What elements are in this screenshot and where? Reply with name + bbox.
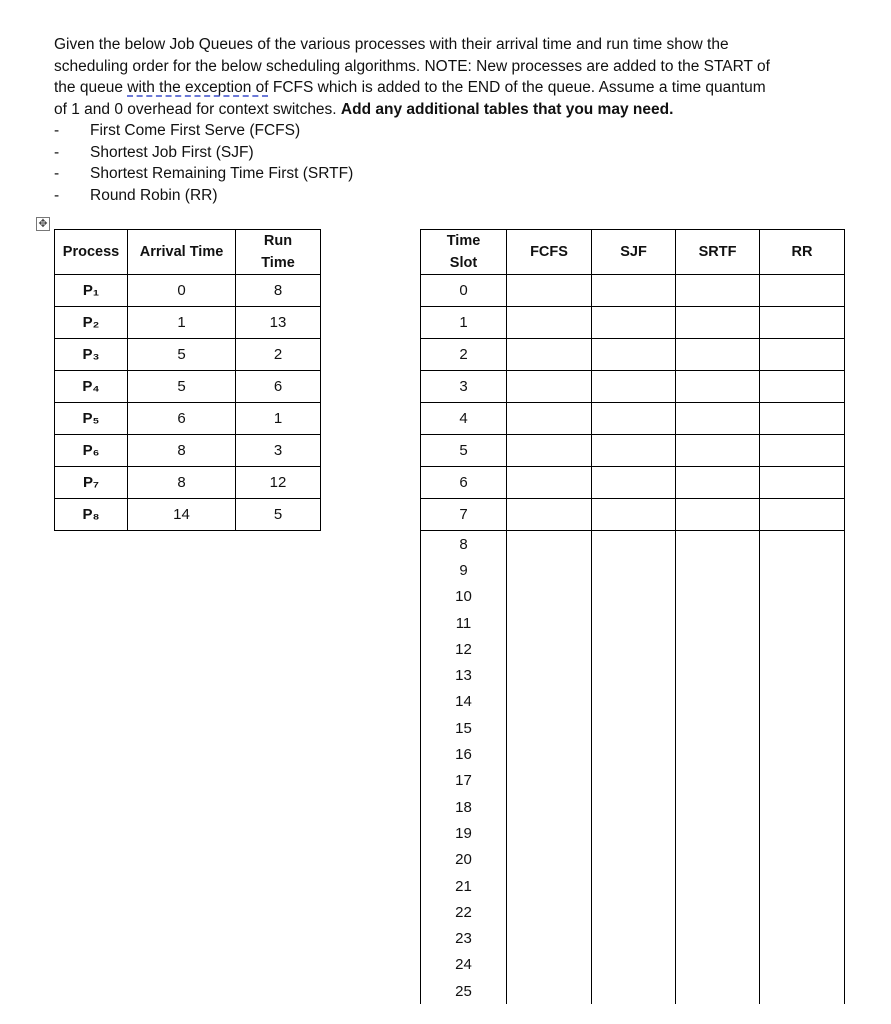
fcfs-cell[interactable] (507, 847, 592, 873)
fcfs-cell[interactable] (507, 794, 592, 820)
srtf-cell[interactable] (676, 689, 760, 715)
table-row (421, 978, 845, 1004)
time-slot-cell: 7 (421, 499, 507, 531)
instructions-line: Given the below Job Queues of the various processes with their arrival time and run time show the (54, 36, 729, 53)
table-row (421, 899, 845, 925)
table-header-row (55, 230, 321, 275)
sjf-cell[interactable] (592, 499, 676, 531)
rr-cell[interactable] (760, 307, 845, 339)
time-slot-cell: 1 (421, 307, 507, 339)
srtf-cell[interactable] (676, 584, 760, 610)
instructions-line: scheduling order for the below scheduling algorithms. NOTE: New processes are added to the START of (54, 57, 770, 75)
run-time-cell: 6 (236, 371, 321, 403)
run-time-cell: 3 (236, 435, 321, 467)
run-time-cell: 12 (236, 467, 321, 499)
rr-cell[interactable] (760, 467, 845, 499)
srtf-cell[interactable] (676, 794, 760, 820)
srtf-cell[interactable] (676, 952, 760, 978)
sjf-cell[interactable] (592, 557, 676, 583)
fcfs-cell[interactable] (507, 741, 592, 767)
srtf-cell[interactable] (676, 435, 760, 467)
table-header-row (421, 230, 845, 275)
arrival-cell: 5 (128, 371, 236, 403)
rr-cell[interactable] (760, 499, 845, 531)
rr-cell[interactable] (760, 662, 845, 688)
fcfs-cell[interactable] (507, 662, 592, 688)
header-rr: RR (760, 230, 845, 275)
time-slot-cell: 24 (421, 952, 507, 978)
fcfs-cell[interactable] (507, 339, 592, 371)
table-row (421, 403, 845, 435)
time-slot-cell: 19 (421, 820, 507, 846)
fcfs-cell[interactable] (507, 978, 592, 1004)
list-item: - Shortest Remaining Time First (SRTF) (54, 165, 354, 183)
time-slot-cell: 16 (421, 741, 507, 767)
sjf-cell[interactable] (592, 847, 676, 873)
process-cell: P₁ (55, 275, 128, 307)
sjf-cell[interactable] (592, 339, 676, 371)
rr-cell[interactable] (760, 531, 845, 558)
srtf-cell[interactable] (676, 636, 760, 662)
sjf-cell[interactable] (592, 610, 676, 636)
time-slot-cell: 22 (421, 899, 507, 925)
table-row (421, 557, 845, 583)
fcfs-cell[interactable] (507, 435, 592, 467)
sjf-cell[interactable] (592, 741, 676, 767)
instructions-line: of 1 and 0 overhead for context switches. Add any additional tables that you may need. (54, 101, 674, 119)
srtf-cell[interactable] (676, 339, 760, 371)
run-time-cell: 13 (236, 307, 321, 339)
table-row (421, 467, 845, 499)
table-row (421, 339, 845, 371)
run-time-cell: 1 (236, 403, 321, 435)
instructions-paragraph (54, 34, 854, 121)
sjf-cell[interactable] (592, 531, 676, 558)
srtf-cell[interactable] (676, 873, 760, 899)
arrival-cell: 1 (128, 307, 236, 339)
table-row (55, 499, 321, 531)
srtf-cell[interactable] (676, 662, 760, 688)
sjf-cell[interactable] (592, 584, 676, 610)
table-row (55, 435, 321, 467)
fcfs-cell[interactable] (507, 403, 592, 435)
srtf-cell[interactable] (676, 499, 760, 531)
time-slot-cell: 13 (421, 662, 507, 688)
process-table (54, 229, 321, 531)
fcfs-cell[interactable] (507, 899, 592, 925)
fcfs-cell[interactable] (507, 307, 592, 339)
arrival-cell: 8 (128, 467, 236, 499)
table-row (421, 275, 845, 307)
rr-cell[interactable] (760, 371, 845, 403)
srtf-cell[interactable] (676, 275, 760, 307)
sjf-cell[interactable] (592, 952, 676, 978)
process-cell: P₅ (55, 403, 128, 435)
rr-cell[interactable] (760, 741, 845, 767)
table-row (55, 403, 321, 435)
time-slot-cell: 3 (421, 371, 507, 403)
time-slot-cell: 12 (421, 636, 507, 662)
sjf-cell[interactable] (592, 820, 676, 846)
sjf-cell[interactable] (592, 715, 676, 741)
sjf-cell[interactable] (592, 275, 676, 307)
rr-cell[interactable] (760, 794, 845, 820)
fcfs-cell[interactable] (507, 371, 592, 403)
fcfs-cell[interactable] (507, 499, 592, 531)
fcfs-cell[interactable] (507, 715, 592, 741)
rr-cell[interactable] (760, 636, 845, 662)
rr-cell[interactable] (760, 584, 845, 610)
header-process: Process (55, 230, 128, 275)
rr-cell[interactable] (760, 847, 845, 873)
list-item: - Shortest Job First (SJF) (54, 143, 254, 161)
sjf-cell[interactable] (592, 371, 676, 403)
fcfs-cell[interactable] (507, 531, 592, 558)
rr-cell[interactable] (760, 820, 845, 846)
srtf-cell[interactable] (676, 531, 760, 558)
fcfs-cell[interactable] (507, 467, 592, 499)
arrival-cell: 14 (128, 499, 236, 531)
rr-cell[interactable] (760, 610, 845, 636)
list-item: - First Come First Serve (FCFS) (54, 122, 301, 139)
srtf-cell[interactable] (676, 847, 760, 873)
time-slot-cell: 15 (421, 715, 507, 741)
header-run-time: Run Time (236, 230, 321, 275)
srtf-cell[interactable] (676, 899, 760, 925)
fcfs-cell[interactable] (507, 275, 592, 307)
time-slot-cell: 23 (421, 925, 507, 951)
fcfs-cell[interactable] (507, 768, 592, 794)
sjf-cell[interactable] (592, 636, 676, 662)
srtf-cell[interactable] (676, 403, 760, 435)
sjf-cell[interactable] (592, 689, 676, 715)
rr-cell[interactable] (760, 557, 845, 583)
table-row (421, 873, 845, 899)
rr-cell[interactable] (760, 275, 845, 307)
rr-cell[interactable] (760, 768, 845, 794)
sjf-cell[interactable] (592, 873, 676, 899)
arrival-cell: 5 (128, 339, 236, 371)
rr-cell[interactable] (760, 873, 845, 899)
time-slot-cell: 11 (421, 610, 507, 636)
run-time-cell: 5 (236, 499, 321, 531)
sjf-cell[interactable] (592, 899, 676, 925)
time-slot-cell: 2 (421, 339, 507, 371)
sjf-cell[interactable] (592, 925, 676, 951)
table-row (421, 531, 845, 558)
fcfs-cell[interactable] (507, 584, 592, 610)
fcfs-cell[interactable] (507, 636, 592, 662)
sjf-cell[interactable] (592, 435, 676, 467)
fcfs-cell[interactable] (507, 925, 592, 951)
sjf-cell[interactable] (592, 978, 676, 1004)
table-row (421, 499, 845, 531)
fcfs-cell[interactable] (507, 610, 592, 636)
table-row (421, 435, 845, 467)
time-slot-cell: 8 (421, 531, 507, 558)
rr-cell[interactable] (760, 952, 845, 978)
header-sjf: SJF (592, 230, 676, 275)
sjf-cell[interactable] (592, 307, 676, 339)
srtf-cell[interactable] (676, 741, 760, 767)
srtf-cell[interactable] (676, 557, 760, 583)
table-row (55, 371, 321, 403)
table-row (421, 307, 845, 339)
table-row (421, 662, 845, 688)
srtf-cell[interactable] (676, 978, 760, 1004)
process-cell: P₇ (55, 467, 128, 499)
table-row (421, 715, 845, 741)
time-slot-cell: 6 (421, 467, 507, 499)
time-slot-cell: 21 (421, 873, 507, 899)
run-time-cell: 2 (236, 339, 321, 371)
srtf-cell[interactable] (676, 371, 760, 403)
rr-cell[interactable] (760, 403, 845, 435)
table-row (421, 820, 845, 846)
srtf-cell[interactable] (676, 610, 760, 636)
header-srtf: SRTF (676, 230, 760, 275)
sjf-cell[interactable] (592, 662, 676, 688)
time-slot-cell: 17 (421, 768, 507, 794)
header-time-slot: Time Slot (421, 230, 507, 275)
table-row (55, 307, 321, 339)
process-cell: P₄ (55, 371, 128, 403)
process-cell: P₃ (55, 339, 128, 371)
rr-cell[interactable] (760, 689, 845, 715)
time-slot-cell: 10 (421, 584, 507, 610)
srtf-cell[interactable] (676, 467, 760, 499)
table-row (421, 952, 845, 978)
table-row (421, 371, 845, 403)
grammar-flag: with the exception of (127, 79, 269, 97)
arrival-cell: 6 (128, 403, 236, 435)
srtf-cell[interactable] (676, 820, 760, 846)
algorithm-list (54, 120, 353, 207)
arrival-cell: 8 (128, 435, 236, 467)
time-slot-cell: 18 (421, 794, 507, 820)
rr-cell[interactable] (760, 899, 845, 925)
table-row (421, 584, 845, 610)
instructions-emphasis: Add any additional tables that you may need. (340, 101, 674, 119)
table-row (55, 275, 321, 307)
table-row (421, 741, 845, 767)
time-slot-cell: 14 (421, 689, 507, 715)
time-slot-cell: 0 (421, 275, 507, 307)
process-cell: P₈ (55, 499, 128, 531)
sjf-cell[interactable] (592, 794, 676, 820)
rr-cell[interactable] (760, 925, 845, 951)
table-row (55, 467, 321, 499)
sjf-cell[interactable] (592, 467, 676, 499)
fcfs-cell[interactable] (507, 952, 592, 978)
run-time-cell: 8 (236, 275, 321, 307)
srtf-cell[interactable] (676, 307, 760, 339)
sjf-cell[interactable] (592, 403, 676, 435)
table-row (421, 794, 845, 820)
table-row (421, 768, 845, 794)
process-cell: P₂ (55, 307, 128, 339)
srtf-cell[interactable] (676, 715, 760, 741)
list-item: - Round Robin (RR) (54, 187, 218, 205)
sjf-cell[interactable] (592, 768, 676, 794)
table-row (421, 636, 845, 662)
rr-cell[interactable] (760, 339, 845, 371)
time-slot-cell: 20 (421, 847, 507, 873)
srtf-cell[interactable] (676, 925, 760, 951)
table-row (421, 610, 845, 636)
move-icon[interactable]: ✥ (36, 217, 50, 231)
header-arrival: Arrival Time (128, 230, 236, 275)
table-row (421, 847, 845, 873)
arrival-cell: 0 (128, 275, 236, 307)
time-slot-cell: 4 (421, 403, 507, 435)
rr-cell[interactable] (760, 435, 845, 467)
fcfs-cell[interactable] (507, 689, 592, 715)
time-slot-cell: 25 (421, 978, 507, 1004)
header-fcfs: FCFS (507, 230, 592, 275)
schedule-table (420, 229, 845, 1004)
table-row (55, 339, 321, 371)
process-cell: P₆ (55, 435, 128, 467)
instructions-line: the queue with the exception of FCFS which is added to the END of the queue. Assume a time quantum (54, 79, 766, 97)
fcfs-cell[interactable] (507, 873, 592, 899)
fcfs-cell[interactable] (507, 820, 592, 846)
time-slot-cell: 5 (421, 435, 507, 467)
srtf-cell[interactable] (676, 768, 760, 794)
rr-cell[interactable] (760, 978, 845, 1004)
fcfs-cell[interactable] (507, 557, 592, 583)
time-slot-cell: 9 (421, 557, 507, 583)
table-row (421, 689, 845, 715)
table-row (421, 925, 845, 951)
rr-cell[interactable] (760, 715, 845, 741)
